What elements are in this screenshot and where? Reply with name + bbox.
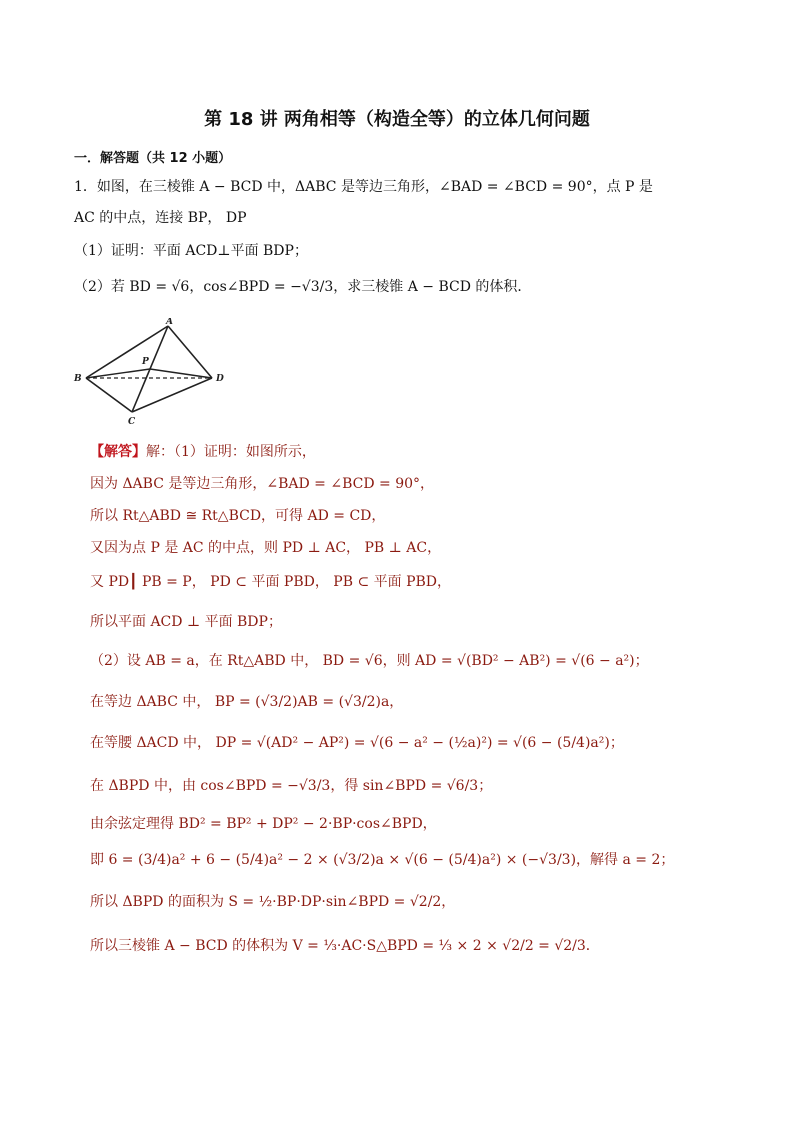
solution-line-13: 所以三棱锥 A − BCD 的体积为 V = ⅓·AC·S△BPD = ⅓ × 2 × √2/2 = √2/3． <box>90 938 600 954</box>
label-P: P <box>142 357 149 367</box>
page-title: 第 18 讲 两角相等（构造全等）的立体几何问题 <box>204 109 590 130</box>
edge-BC <box>86 378 132 412</box>
segment-BP <box>86 369 150 378</box>
solution-line-12: 所以 ΔBPD 的面积为 S = ½·BP·DP·sin∠BPD = √2/2， <box>90 894 456 910</box>
solution-line-8: 在等腰 ΔACD 中， DP = √(AD² − AP²) = √(6 − a² − (½a)²) = √(6 − (5/4)a²)； <box>90 735 624 751</box>
label-B: B <box>74 374 82 384</box>
section-heading: 一．解答题（共 12 小题） <box>74 151 232 166</box>
segment-PD <box>150 369 212 378</box>
solution-line-6: （2）设 AB = a，在 Rt△ABD 中， BD = √6，则 AD = √(BD² − AB²) = √(6 − a²)； <box>90 653 649 669</box>
solution-line-3: 又因为点 P 是 AC 的中点，则 PD ⊥ AC， PB ⊥ AC， <box>90 540 442 556</box>
problem-part1: （1）证明：平面 ACD⊥平面 BDP； <box>74 243 308 259</box>
problem-part2: （2）若 BD = √6，cos∠BPD = −√3/3，求三棱锥 A − BCD 的体积． <box>74 279 532 295</box>
label-C: C <box>128 417 136 427</box>
tetrahedron-figure <box>70 318 230 428</box>
solution-line-5: 所以平面 ACD ⊥ 平面 BDP； <box>90 614 282 630</box>
solution-line-10: 由余弦定理得 BD² = BP² + DP² − 2·BP·cos∠BPD， <box>90 816 437 832</box>
solution-line-11: 即 6 = (3/4)a² + 6 − (5/4)a² − 2 × (√3/2)a × √(6 − (5/4)a²) × (−√3/3)，解得 a = 2； <box>90 852 675 868</box>
label-D: D <box>216 374 224 384</box>
solution-line-2: 所以 Rt△ABD ≅ Rt△BCD，可得 AD = CD， <box>90 508 386 524</box>
solution-line-9: 在 ΔBPD 中，由 cos∠BPD = −√3/3，得 sin∠BPD = √6/3； <box>90 778 493 794</box>
solution-tag: 【解答】 <box>90 444 146 460</box>
problem-stem-line2: AC 的中点，连接 BP， DP <box>74 210 247 226</box>
label-A: A <box>166 318 173 327</box>
solution-line-0: 【解答】解：（1）证明：如图所示， <box>90 444 316 460</box>
solution-line-7: 在等边 ΔABC 中， BP = (√3/2)AB = (√3/2)a， <box>90 694 404 710</box>
edge-AD <box>168 326 212 378</box>
solution-line-4: 又 PD┃ PB = P， PD ⊂ 平面 PBD， PB ⊂ 平面 PBD， <box>90 574 452 590</box>
solution-line-1: 因为 ΔABC 是等边三角形，∠BAD = ∠BCD = 90°， <box>90 476 435 492</box>
problem-stem-line1: 1．如图，在三棱锥 A − BCD 中，ΔABC 是等边三角形，∠BAD = ∠BCD = 90°，点 P 是 <box>74 179 653 195</box>
